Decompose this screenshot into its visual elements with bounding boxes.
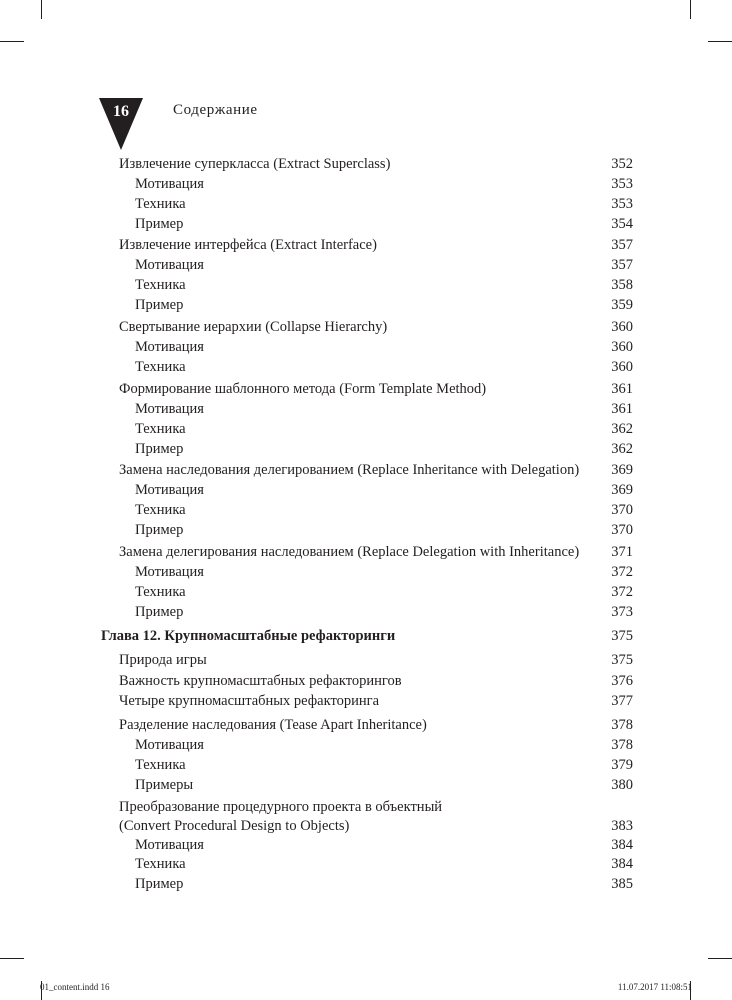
- toc-entry-title: Мотивация: [135, 737, 204, 753]
- toc-entry-title: Техника: [135, 196, 186, 212]
- toc-entry-title: Глава 12. Крупномасштабные рефакторинги: [101, 628, 396, 644]
- toc-entry-page: 357: [611, 237, 633, 253]
- toc-entry-page: 360: [611, 359, 633, 375]
- toc-entry-page: 352: [611, 156, 633, 172]
- toc-entry-title: Преобразование процедурного проекта в объектный: [119, 799, 443, 815]
- toc-entry-page: 354: [611, 216, 633, 232]
- toc-entry-page: 372: [611, 584, 633, 600]
- toc-entry-page: 378: [611, 717, 633, 733]
- toc-entry-title: Мотивация: [135, 482, 204, 498]
- toc-entry-page: 379: [611, 757, 633, 773]
- toc-entry-page: 370: [611, 502, 633, 518]
- toc-entry-title: Природа игры: [119, 652, 207, 668]
- toc-entry-page: 358: [611, 277, 633, 293]
- toc-entry-page: 353: [611, 196, 633, 212]
- toc-entry-title: Техника: [135, 584, 186, 600]
- toc-entry-title: Замена наследования делегированием (Replace Inheritance with Delegation): [119, 462, 580, 478]
- toc-entry-title: Извлечение интерфейса (Extract Interface): [119, 237, 377, 253]
- crop-mark: [0, 41, 24, 42]
- toc-entry-page: 384: [611, 837, 633, 853]
- footer-timestamp: 11.07.2017 11:08:51: [617, 982, 692, 992]
- toc-entry-page: 384: [611, 856, 633, 872]
- page-number: 16: [113, 103, 129, 120]
- toc-entry-title: Пример: [135, 441, 184, 457]
- toc-entry-title: Мотивация: [135, 401, 204, 417]
- toc-entry-page: 359: [611, 297, 633, 313]
- toc-entry-title: Техника: [135, 502, 186, 518]
- toc-entry-title: Пример: [135, 522, 184, 538]
- toc-entry-title: Мотивация: [135, 837, 204, 853]
- toc-entry-title: Мотивация: [135, 339, 204, 355]
- toc-entry-page: 380: [611, 777, 633, 793]
- toc-entry-title: Четыре крупномасштабных рефакторинга: [119, 693, 380, 709]
- toc-entry-title: Техника: [135, 757, 186, 773]
- toc-entry-page: 361: [611, 401, 633, 417]
- toc-entry-title: Примеры: [135, 777, 194, 793]
- running-head: Содержание: [173, 102, 258, 118]
- toc-entry-page: 360: [611, 319, 633, 335]
- toc-entry-title: (Convert Procedural Design to Objects): [119, 818, 350, 834]
- toc-entry-page: 357: [611, 257, 633, 273]
- toc-entry-title: Техника: [135, 359, 186, 375]
- toc-entry-page: 361: [611, 381, 633, 397]
- toc-entry-page: 353: [611, 176, 633, 192]
- toc-entry-title: Техника: [135, 856, 186, 872]
- toc-entry-title: Техника: [135, 421, 186, 437]
- toc-entry-page: 377: [611, 693, 633, 709]
- toc-entry-page: 375: [611, 652, 633, 668]
- toc-entry-page: 369: [611, 462, 633, 478]
- crop-mark: [0, 958, 24, 959]
- toc-entry-title: Пример: [135, 216, 184, 232]
- toc-entry-page: 383: [611, 818, 633, 834]
- crop-mark: [41, 0, 42, 19]
- toc-entry-page: 378: [611, 737, 633, 753]
- toc-entry-page: 385: [611, 876, 633, 892]
- toc-entry-page: 360: [611, 339, 633, 355]
- toc-entry-page: 373: [611, 604, 633, 620]
- toc-entry-title: Извлечение суперкласса (Extract Superclass): [119, 156, 391, 172]
- toc-entry-page: 362: [611, 421, 633, 437]
- toc-entry-page: 362: [611, 441, 633, 457]
- toc-entry-page: 370: [611, 522, 633, 538]
- toc-entry-title: Мотивация: [135, 564, 204, 580]
- toc-entry-title: Пример: [135, 876, 184, 892]
- footer-file-info: 01_content.indd 16: [40, 982, 110, 992]
- crop-mark: [690, 0, 691, 19]
- toc-entry-page: 371: [611, 544, 633, 560]
- crop-mark: [708, 41, 732, 42]
- toc-entry-title: Свертывание иерархии (Collapse Hierarchy): [119, 319, 388, 335]
- crop-mark: [708, 958, 732, 959]
- toc-entry-page: 369: [611, 482, 633, 498]
- toc-entry-page: 372: [611, 564, 633, 580]
- toc-entry-title: Пример: [135, 297, 184, 313]
- toc-entry-page: 375: [611, 628, 633, 644]
- toc-entry-title: Разделение наследования (Tease Apart Inheritance): [119, 717, 427, 733]
- toc-entry-title: Формирование шаблонного метода (Form Template Method): [119, 381, 487, 397]
- toc-entry-page: 376: [611, 673, 633, 689]
- toc-entry-title: Техника: [135, 277, 186, 293]
- toc-entry-title: Пример: [135, 604, 184, 620]
- toc-entry-title: Важность крупномасштабных рефакторингов: [119, 673, 402, 689]
- toc-entry-title: Мотивация: [135, 257, 204, 273]
- page-number-badge: [99, 98, 143, 150]
- toc-entry-title: Мотивация: [135, 176, 204, 192]
- toc-entry-title: Замена делегирования наследованием (Replace Delegation with Inheritance): [119, 544, 580, 560]
